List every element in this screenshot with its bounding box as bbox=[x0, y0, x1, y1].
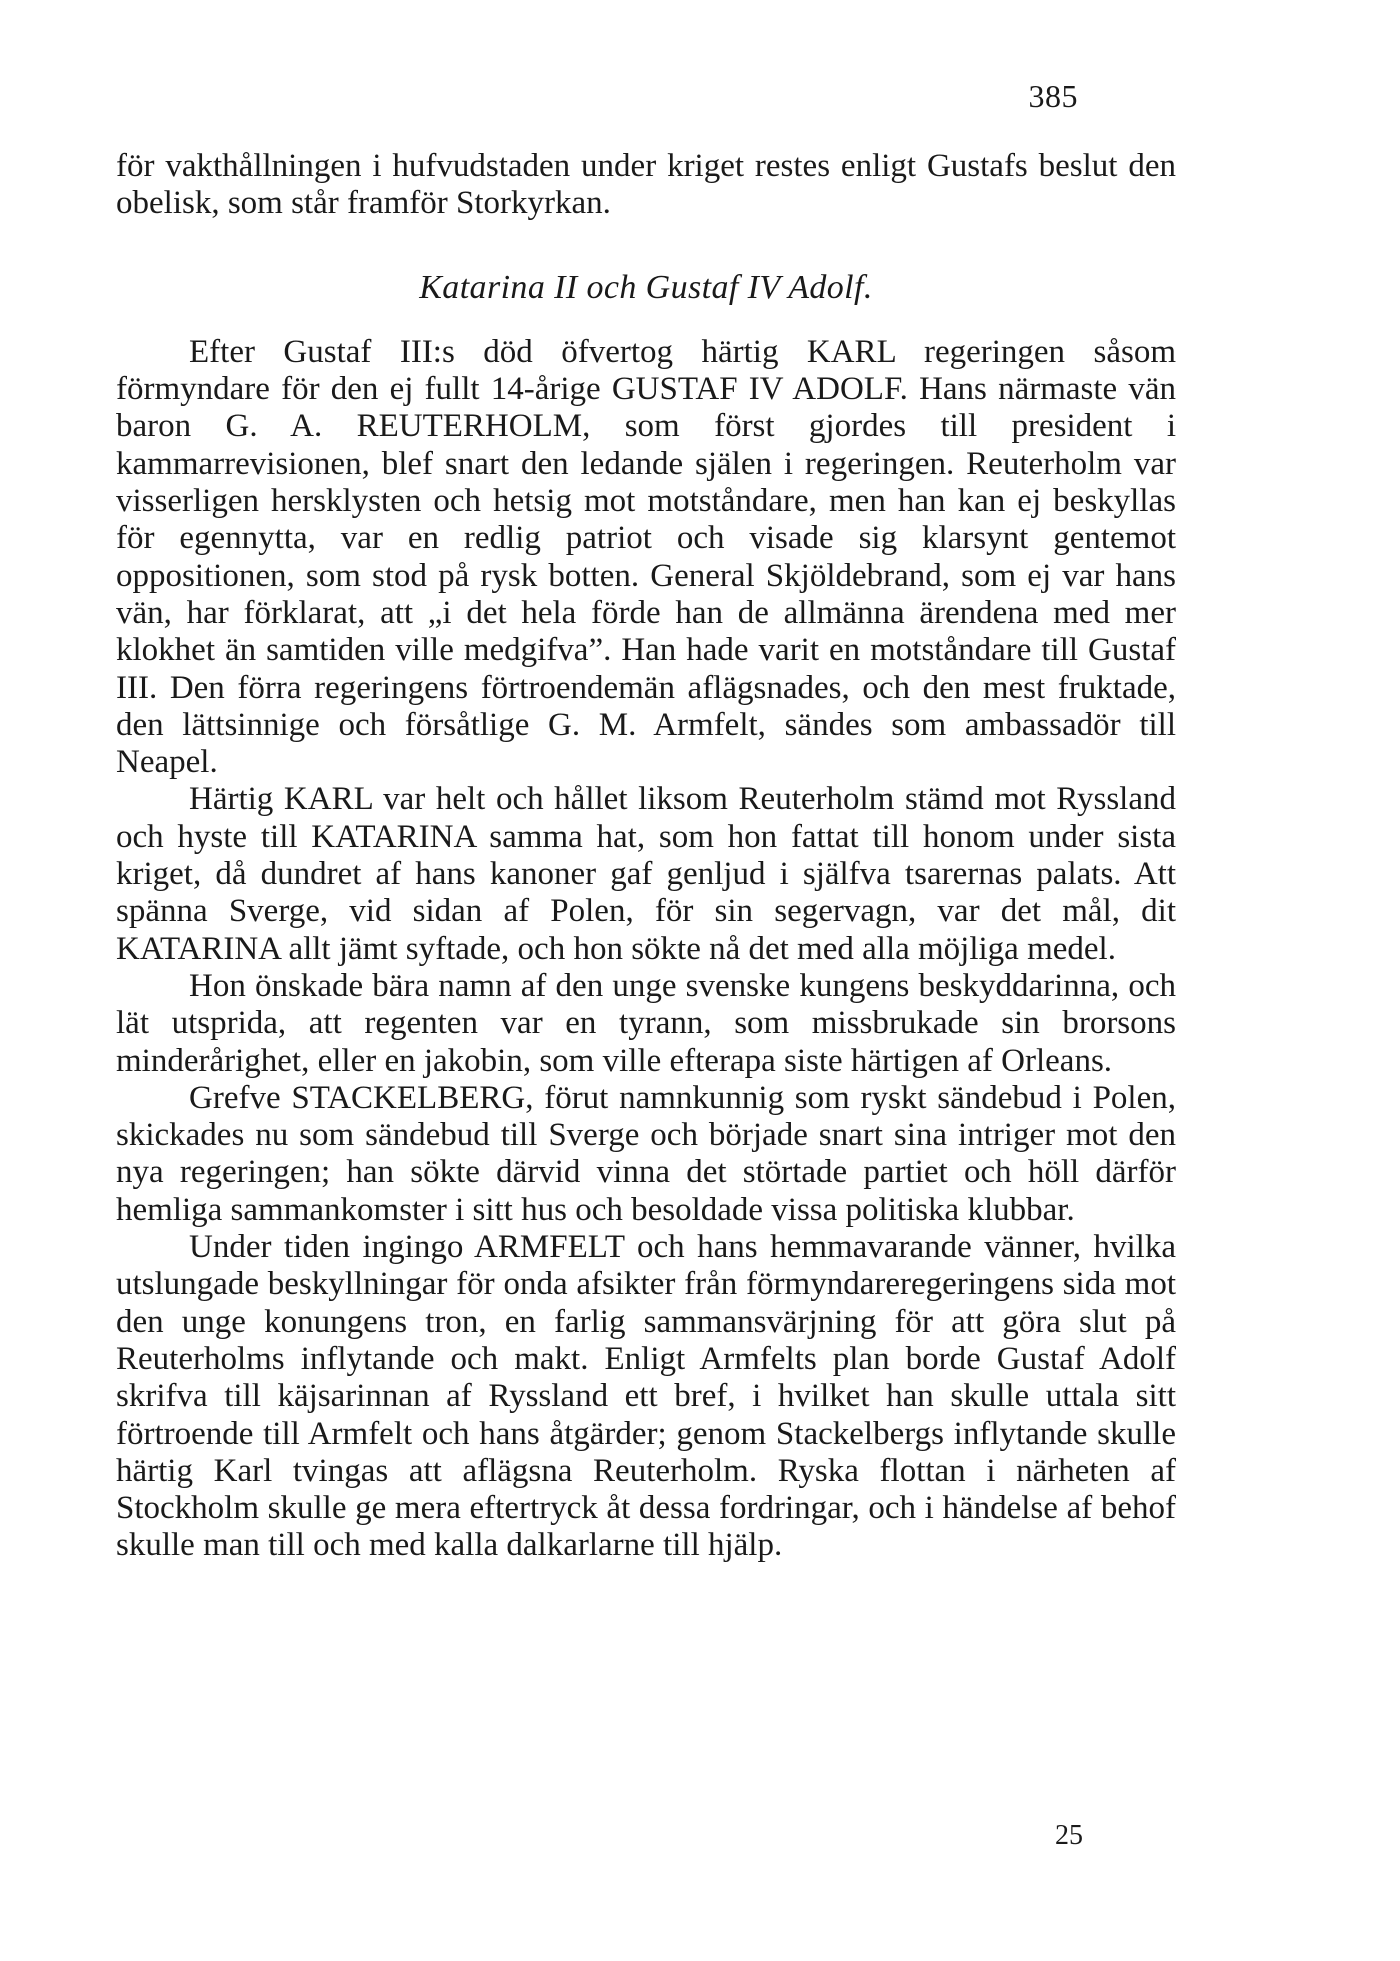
paragraph: Härtig KARL var helt och hållet liksom Reuterholm stämd mot Ryssland och hyste till KATARINA samma hat, som hon fattat till honom under sista kriget, då dundret af hans kanoner gaf genljud i själfva tsarernas palats. Att spänna Sverge, vid sidan af Polen, för sin segervagn, var det mål, dit KATARINA allt jämt syftade, och hon sökte nå det med alla möjliga medel. bbox=[116, 781, 1176, 967]
page-number: 385 bbox=[1028, 78, 1078, 114]
signature-mark: 25 bbox=[1055, 1820, 1083, 1851]
paragraph: Hon önskade bära namn af den unge svenske kungens beskyddarinna, och lät utsprida, att regenten var en tyrann, som missbrukade sin brorsons minderårighet, eller en jakobin, som ville efterapa siste härtigen af Orleans. bbox=[116, 967, 1176, 1079]
body-text bbox=[116, 148, 1176, 1565]
paragraph: Efter Gustaf III:s död öfvertog härtig KARL regeringen såsom förmyndare för den ej fullt 14-årige GUSTAF IV ADOLF. Hans närmaste vän baron G. A. REUTERHOLM, som först gjordes till president i kammarrevisionen, blef snart den ledande själen i regeringen. Reuterholm var visserligen hersklysten och hetsig mot motståndare, men han kan ej beskyllas för egennytta, var en redlig patriot och visade sig klarsynt gentemot oppositionen, som stod på rysk botten. General Skjöldebrand, som ej var hans vän, har förklarat, att „i det hela förde han de allmänna ärendena med mer klokhet än samtiden ville medgifva”. Han hade varit en motståndare till Gustaf III. Den förra regeringens förtroendemän aflägsnades, och den mest fruktade, den lättsinnige och försåtlige G. M. Armfelt, sändes som ambassadör till Neapel. bbox=[116, 333, 1176, 781]
paragraph: Grefve STACKELBERG, förut namnkunnig som ryskt sändebud i Polen, skickades nu som sändebud till Sverge och började snart sina intriger mot den nya regeringen; han sökte därvid vinna det störtade partiet och höll därför hemliga sammankomster i sitt hus och besoldade vissa politiska klubbar. bbox=[116, 1079, 1176, 1228]
paragraph-continuation: för vakthållningen i hufvudstaden under kriget restes enligt Gustafs beslut den obelisk, som står framför Storkyrkan. bbox=[116, 148, 1176, 222]
section-heading: Katarina II och Gustaf IV Adolf. bbox=[419, 268, 873, 306]
paragraph: Under tiden ingingo ARMFELT och hans hemmavarande vänner, hvilka utslungade beskyllningar för onda afsikter från förmyndareregeringens sida mot den unge konungens tron, en farlig sammansvärjning för att göra slut på Reuterholms inflytande och makt. Enligt Armfelts plan borde Gustaf Adolf skrifva till käjsarinnan af Ryssland ett bref, i hvilket han skulle uttala sitt förtroende till Armfelt och hans åtgärder; genom Stackelbergs inflytande skulle härtig Karl tvingas att aflägsna Reuterholm. Ryska flottan i närheten af Stockholm skulle ge mera eftertryck åt dessa fordringar, och i händelse af behof skulle man till och med kalla dalkarlarne till hjälp. bbox=[116, 1229, 1176, 1564]
